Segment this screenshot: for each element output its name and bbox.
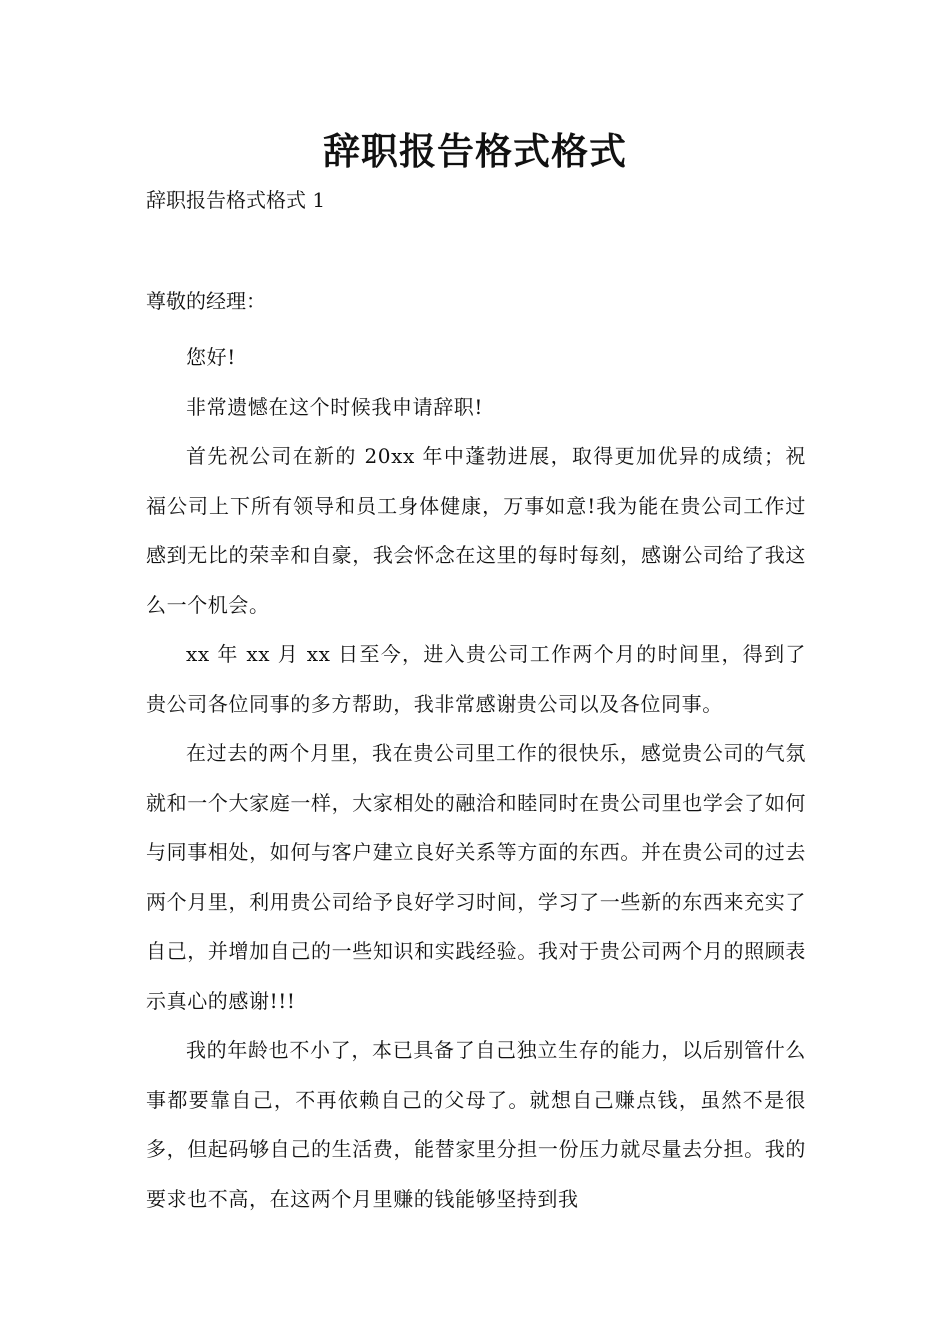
paragraph-resignation: 非常遗憾在这个时候我申请辞职! [186,394,484,419]
paragraph-experience: 在过去的两个月里，我在贵公司里工作的很快乐，感觉贵公司的气氛就和一个大家庭一样，大家相处的融洽和睦同时在贵公司里也学会了如何与同事相处，如何与客户建立良好关系等方面的东西。并在贵公司的过去两个月里，利用贵公司给予良好学习时间，学习了一些新的东西来充实了自己，并增加自己的一些知识和实践经验。我对于贵公司两个月的照顾表示真心的感谢!!! [146,741,806,1013]
paragraph-wishes: 首先祝公司在新的 20xx 年中蓬勃进展，取得更加优异的成绩；祝福公司上下所有领导和员工身体健康，万事如意!我为能在贵公司工作过感到无比的荣幸和自豪，我会怀念在这里的每时每刻，感谢公司给了我这么一个机会。 [146,444,806,617]
paragraph-reason: 我的年龄也不小了，本已具备了自己独立生存的能力，以后别管什么事都要靠自己，不再依赖自己的父母了。就想自己赚点钱，虽然不是很多，但起码够自己的生活费，能替家里分担一份压力就尽量去分担。我的要求也不高，在这两个月里赚的钱能够坚持到我 [146,1038,806,1211]
paragraph-tenure: xx 年 xx 月 xx 日至今，进入贵公司工作两个月的时间里，得到了贵公司各位同事的多方帮助，我非常感谢贵公司以及各位同事。 [146,642,806,716]
paragraph-greeting: 您好! [186,345,236,369]
document-subtitle: 辞职报告格式格式 1 [146,188,326,212]
salutation: 尊敬的经理： [146,289,266,313]
document-title: 辞职报告格式格式 [323,130,627,173]
letter-body [146,333,806,1224]
